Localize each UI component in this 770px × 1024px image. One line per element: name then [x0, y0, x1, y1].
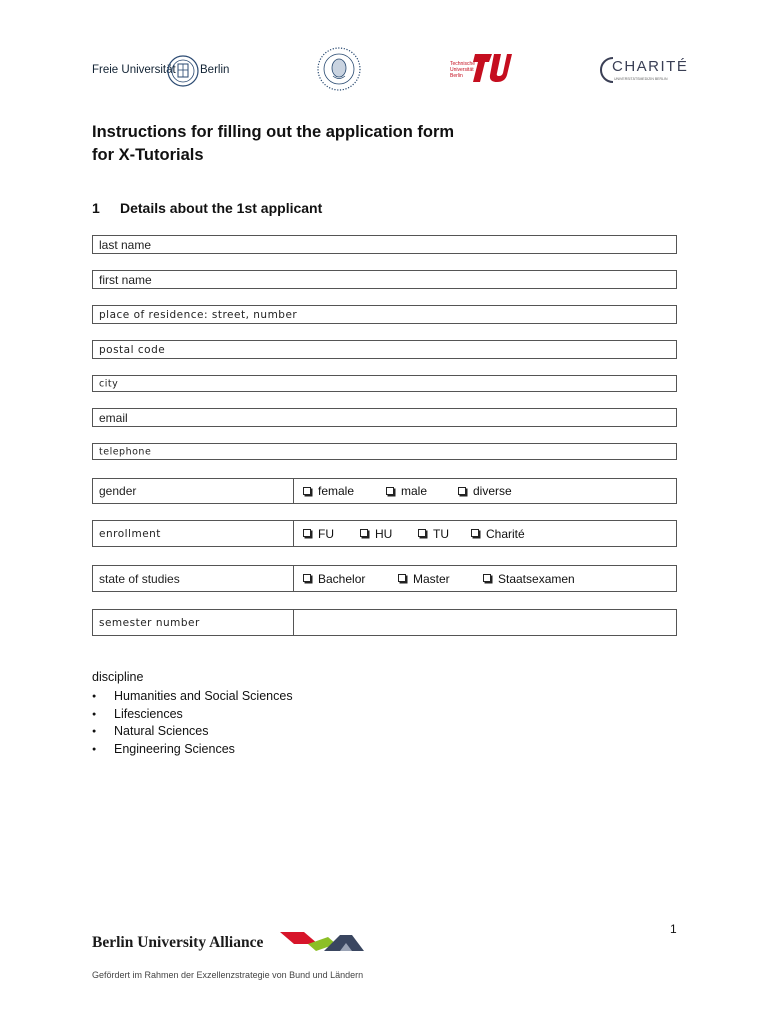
- charite-logo-text: CHARITÉ: [612, 58, 689, 75]
- tu-logo-text: Technische Universität Berlin: [450, 61, 476, 79]
- gender-label: gender: [99, 484, 137, 498]
- studies-option-master-label: Master: [413, 571, 450, 586]
- studies-row: [92, 565, 677, 592]
- alliance-mark-icon: [280, 930, 368, 954]
- enrollment-option-fu-label: FU: [318, 526, 334, 541]
- tu-mark-icon: [472, 51, 512, 85]
- page-number: 1: [670, 922, 677, 936]
- semester-label: semester number: [99, 616, 200, 629]
- gender-option-female[interactable]: [303, 484, 354, 498]
- gender-option-diverse[interactable]: [458, 484, 512, 498]
- city-field[interactable]: [92, 375, 677, 392]
- email-field[interactable]: [92, 408, 677, 427]
- gender-divider: [293, 479, 294, 503]
- gender-row: [92, 478, 677, 504]
- checkbox-icon[interactable]: [398, 574, 406, 582]
- gender-option-male-label: male: [401, 484, 428, 498]
- checkbox-icon[interactable]: [483, 574, 491, 582]
- checkbox-icon[interactable]: [303, 529, 311, 537]
- discipline-list: [92, 688, 293, 759]
- checkbox-icon[interactable]: [386, 487, 394, 495]
- enrollment-option-charite-label: Charité: [486, 526, 525, 541]
- checkbox-icon[interactable]: [303, 574, 311, 582]
- checkbox-icon[interactable]: [303, 487, 311, 495]
- fu-logo-right-text: Berlin: [200, 64, 230, 76]
- enrollment-row: [92, 520, 677, 547]
- document-title-line-2: for X-Tutorials: [92, 146, 204, 164]
- discipline-title: discipline: [92, 670, 144, 684]
- studies-option-master[interactable]: [398, 572, 450, 586]
- section-title: Details about the 1st applicant: [120, 200, 323, 216]
- telephone-field[interactable]: [92, 443, 677, 460]
- residence-field[interactable]: [92, 305, 677, 324]
- checkbox-icon[interactable]: [471, 529, 479, 537]
- city-label: city: [99, 378, 119, 389]
- enrollment-divider: [293, 521, 294, 546]
- discipline-item: ● Natural Sciences: [92, 723, 293, 741]
- section-heading: [92, 200, 322, 216]
- studies-option-bachelor-label: Bachelor: [318, 571, 366, 586]
- last-name-field[interactable]: [92, 235, 677, 254]
- discipline-item: ● Lifesciences: [92, 706, 293, 724]
- discipline-item: ● Humanities and Social Sciences: [92, 688, 293, 706]
- studies-option-staatsexamen[interactable]: [483, 572, 575, 586]
- semester-row: [92, 609, 677, 636]
- hu-seal-icon: [316, 46, 362, 92]
- charite-logo: [600, 54, 689, 86]
- funding-note: Gefördert im Rahmen der Exzellenzstrategie von Bund und Ländern: [92, 970, 364, 980]
- checkbox-icon[interactable]: [418, 529, 426, 537]
- alliance-name: Berlin University Alliance: [92, 934, 264, 951]
- document-title: [92, 121, 652, 167]
- residence-label: place of residence: street, number: [99, 308, 298, 321]
- gender-option-diverse-label: diverse: [473, 484, 512, 498]
- tu-berlin-logo: [450, 51, 520, 85]
- enrollment-option-fu[interactable]: [303, 527, 334, 541]
- studies-divider: [293, 566, 294, 591]
- enrollment-option-hu-label: HU: [375, 526, 393, 541]
- first-name-field[interactable]: [92, 270, 677, 289]
- section-number: 1: [92, 200, 100, 216]
- telephone-label: telephone: [99, 446, 152, 457]
- enrollment-option-tu-label: TU: [433, 526, 449, 541]
- studies-option-staatsexamen-label: Staatsexamen: [498, 571, 575, 586]
- semester-input[interactable]: [294, 610, 676, 635]
- fu-berlin-logo: [92, 52, 234, 90]
- gender-option-male[interactable]: [386, 484, 427, 498]
- last-name-label: last name: [99, 237, 152, 252]
- studies-option-bachelor[interactable]: [303, 572, 365, 586]
- email-label: email: [99, 410, 128, 425]
- enrollment-option-hu[interactable]: [360, 527, 392, 541]
- enrollment-label: enrollment: [99, 527, 161, 540]
- hu-berlin-seal: [316, 46, 362, 97]
- fu-logo-left-text: Freie Universität: [92, 64, 176, 76]
- gender-option-female-label: female: [318, 484, 355, 498]
- document-title-line-1: Instructions for filling out the application form: [92, 123, 455, 141]
- enrollment-option-charite[interactable]: [471, 527, 525, 541]
- fu-seal-icon: [167, 52, 199, 90]
- checkbox-icon[interactable]: [458, 487, 466, 495]
- charite-logo-subtext: UNIVERSITÄTSMEDIZIN BERLIN: [614, 77, 668, 81]
- checkbox-icon[interactable]: [360, 529, 368, 537]
- enrollment-option-tu[interactable]: [418, 527, 449, 541]
- first-name-label: first name: [99, 272, 152, 287]
- postal-code-field[interactable]: [92, 340, 677, 359]
- studies-label: state of studies: [99, 571, 180, 586]
- postal-code-label: postal code: [99, 343, 166, 356]
- discipline-item: ● Engineering Sciences: [92, 741, 293, 759]
